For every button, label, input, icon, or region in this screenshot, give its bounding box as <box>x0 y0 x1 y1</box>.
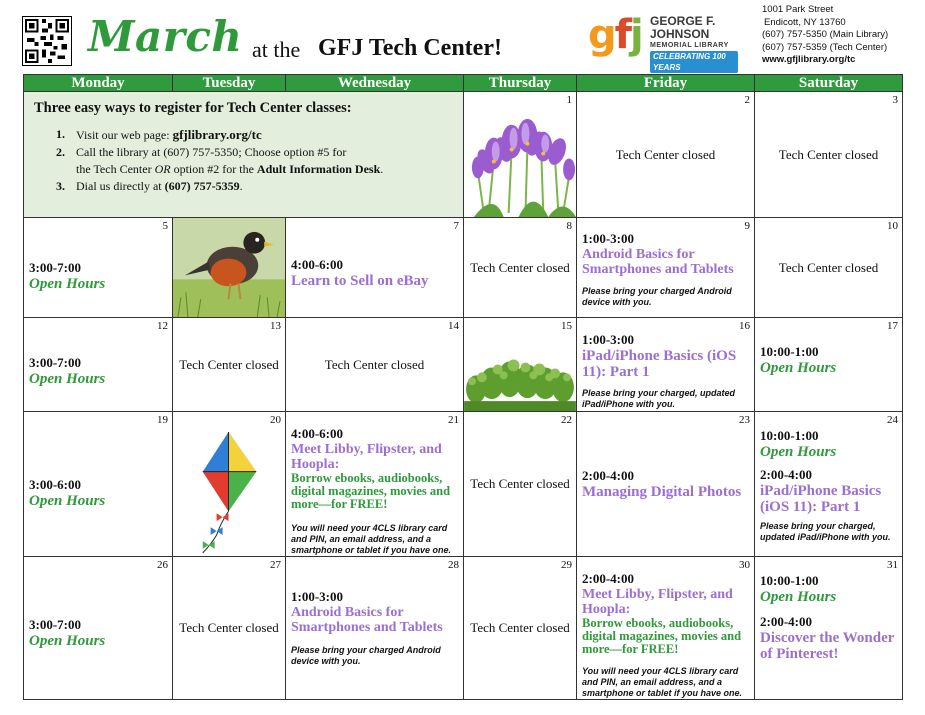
day-cell-27 <box>173 557 286 700</box>
day-number: 30 <box>739 559 750 571</box>
event-time: 10:00-1:00 <box>760 344 819 359</box>
day-number: 24 <box>887 414 898 426</box>
event-time: 2:00-4:00 <box>760 614 812 629</box>
day-cell-29 <box>464 557 577 700</box>
closed-label: Tech Center closed <box>179 356 279 372</box>
day-number: 14 <box>448 320 459 332</box>
weekday-header-row <box>24 75 903 92</box>
event-title: Android Basics for Smartphones and Tablets <box>291 605 443 635</box>
day-number: 12 <box>157 320 168 332</box>
address-phone-main: (607) 757-5350 (Main Library) <box>762 29 889 41</box>
closed-label: Tech Center closed <box>470 259 570 275</box>
closed-label: Tech Center closed <box>179 620 279 635</box>
logo-line-1: GEORGE F. <box>650 14 716 28</box>
event-time: 3:00-7:00 <box>29 616 81 632</box>
qr-code <box>22 16 72 66</box>
closed-label: Tech Center closed <box>778 146 879 162</box>
day-cell-9 <box>577 218 755 318</box>
event-note: Please bring your charged Android device with you. <box>582 286 732 307</box>
day-number: 29 <box>561 559 572 571</box>
day-cell-7 <box>286 218 464 318</box>
day-number: 16 <box>739 320 750 332</box>
day-number: 19 <box>157 414 168 426</box>
open-hours-label: Open Hours <box>760 444 837 460</box>
day-cell-26 <box>24 557 173 700</box>
open-hours-label: Open Hours <box>29 276 106 292</box>
logo-line-2: JOHNSON <box>650 27 710 41</box>
robin-cell <box>173 218 286 318</box>
weekday-thursday: Thursday <box>464 75 577 92</box>
library-logo <box>588 12 738 72</box>
month-title: March <box>88 12 243 61</box>
kite-image <box>173 414 285 555</box>
event-title: Android Basics for Smartphones and Tablets <box>582 247 734 277</box>
day-cell-24 <box>755 412 903 557</box>
day-number: 20 <box>270 414 281 426</box>
day-number: 26 <box>157 559 168 571</box>
day-number: 10 <box>887 220 898 232</box>
address-website[interactable]: www.gfjlibrary.org/tc <box>762 54 856 66</box>
day-number: 7 <box>453 220 459 232</box>
closed-label: Tech Center closed <box>778 259 879 275</box>
day-number: 5 <box>162 220 168 232</box>
day-cell-31 <box>755 557 903 700</box>
logo-mark: gfj <box>588 12 642 58</box>
day-cell-23 <box>577 412 755 557</box>
registration-step-2: 2. Call the library at (607) 757-5350; Choose option #5 for the Tech Center OR option #2 for the Adult Information Desk. <box>56 145 384 176</box>
day-cell-12 <box>24 318 173 412</box>
logo-line-4: CELEBRATING 100 YEARS <box>650 51 738 73</box>
day-number: 17 <box>887 320 898 332</box>
day-cell-10 <box>755 218 903 318</box>
weekday-monday: Monday <box>24 75 173 92</box>
open-hours-label: Open Hours <box>760 360 837 376</box>
week-row <box>24 412 903 557</box>
event-time: 1:00-3:00 <box>582 332 634 347</box>
day-number: 28 <box>448 559 459 571</box>
day-cell-1 <box>464 92 577 218</box>
event-note: You will need your 4CLS library card and PIN, an email address, and a smartphone or tablet if you have one. <box>582 666 743 698</box>
event-time: 3:00-7:00 <box>29 355 81 370</box>
day-number: 2 <box>744 94 750 106</box>
day-cell-13 <box>173 318 286 412</box>
day-number: 15 <box>561 320 572 332</box>
event-time: 3:00-6:00 <box>29 476 81 492</box>
day-cell-15 <box>464 318 577 412</box>
day-cell-14 <box>286 318 464 412</box>
closed-label: Tech Center closed <box>615 146 716 162</box>
open-hours-label: Open Hours <box>29 492 106 509</box>
closed-label: Tech Center closed <box>470 476 570 491</box>
day-number: 13 <box>270 320 281 332</box>
registration-url[interactable]: gfjlibrary.org/tc <box>172 127 262 142</box>
day-cell-2 <box>577 92 755 218</box>
day-cell-8 <box>464 218 577 318</box>
event-title: Meet Libby, Flipster, and Hoopla: <box>291 442 442 472</box>
event-title: iPad/iPhone Basics (iOS 11): Part 1 <box>582 348 737 380</box>
day-number: 8 <box>566 220 572 232</box>
event-time: 2:00-4:00 <box>582 571 634 586</box>
address-city: Endicott, NY 13760 <box>764 16 846 28</box>
event-time: 2:00-4:00 <box>582 468 634 483</box>
subtitle-name: GFJ Tech Center! <box>318 35 502 61</box>
event-note: Please bring your charged, updated iPad/iPhone with you. <box>582 388 736 409</box>
event-description: Borrow ebooks, audiobooks, digital magazines, movies and more—for FREE! <box>582 616 742 656</box>
week-row <box>24 218 903 318</box>
registration-title: Three easy ways to register for Tech Center classes: <box>34 100 352 116</box>
open-hours-label: Open Hours <box>29 632 106 649</box>
day-cell-22 <box>464 412 577 557</box>
event-title: Discover the Wonder of Pinterest! <box>760 630 895 662</box>
weekday-saturday: Saturday <box>755 75 903 92</box>
day-number: 22 <box>561 414 572 426</box>
event-note: You will need your 4CLS library card and PIN, an email address, and a smartphone or tablet if you have one. <box>291 523 452 555</box>
weekday-friday: Friday <box>577 75 755 92</box>
subtitle-prefix: at the <box>252 37 301 62</box>
day-number: 1 <box>566 94 572 106</box>
event-time: 2:00-4:00 <box>760 467 812 482</box>
event-time: 1:00-3:00 <box>291 589 343 604</box>
event-note: Please bring your charged, updated iPad/iPhone with you. <box>760 521 891 542</box>
weekday-wednesday: Wednesday <box>286 75 464 92</box>
event-time: 4:00-6:00 <box>291 256 343 272</box>
day-cell-21 <box>286 412 464 557</box>
event-time: 10:00-1:00 <box>760 573 819 588</box>
qr-code-graphic <box>23 17 71 65</box>
event-title: iPad/iPhone Basics (iOS 11): Part 1 <box>760 483 882 515</box>
event-title: Learn to Sell on eBay <box>291 272 429 289</box>
open-hours-label: Open Hours <box>29 371 106 387</box>
week-row <box>24 318 903 412</box>
day-number: 21 <box>448 414 459 426</box>
day-number: 3 <box>892 94 898 106</box>
registration-step-1: 1. Visit our web page: gfjlibrary.org/tc <box>56 127 262 142</box>
registration-info <box>24 92 464 218</box>
day-cell-16 <box>577 318 755 412</box>
logo-line-3: MEMORIAL LIBRARY <box>650 42 729 49</box>
event-time: 4:00-6:00 <box>291 426 343 441</box>
day-number: 27 <box>270 559 281 571</box>
registration-step-3: 3. Dial us directly at (607) 757-5359. <box>56 179 243 193</box>
event-title: Managing Digital Photos <box>582 484 742 500</box>
day-cell-20 <box>173 412 286 557</box>
event-note: Please bring your charged Android device with you. <box>291 645 441 666</box>
event-time: 10:00-1:00 <box>760 428 819 443</box>
event-time: 1:00-3:00 <box>582 231 634 246</box>
day-number: 9 <box>744 220 750 232</box>
event-time: 3:00-7:00 <box>29 260 81 275</box>
day-number: 31 <box>887 559 898 571</box>
week-row <box>24 92 903 218</box>
closed-label: Tech Center closed <box>470 620 570 635</box>
logo-text <box>650 15 738 73</box>
event-title: Meet Libby, Flipster, and Hoopla: <box>582 587 733 617</box>
event-description: Borrow ebooks, audiobooks, digital magazines, movies and more—for FREE! <box>291 471 451 511</box>
calendar-grid <box>23 74 903 700</box>
weekday-tuesday: Tuesday <box>173 75 286 92</box>
address-street: 1001 Park Street <box>762 4 834 15</box>
library-address <box>762 4 888 67</box>
open-hours-label: Open Hours <box>760 589 837 605</box>
day-cell-28 <box>286 557 464 700</box>
address-phone-tech: (607) 757-5359 (Tech Center) <box>762 41 888 53</box>
day-cell-19 <box>24 412 173 557</box>
green-sprouts-image <box>464 318 576 411</box>
day-number: 23 <box>739 414 750 426</box>
week-row <box>24 557 903 700</box>
closed-label: Tech Center closed <box>324 356 425 372</box>
robin-bird-image <box>173 218 285 317</box>
registration-steps <box>34 126 453 195</box>
day-cell-3 <box>755 92 903 218</box>
day-cell-5 <box>24 218 173 318</box>
crocus-flowers-image <box>464 92 576 217</box>
day-cell-30 <box>577 557 755 700</box>
day-cell-17 <box>755 318 903 412</box>
